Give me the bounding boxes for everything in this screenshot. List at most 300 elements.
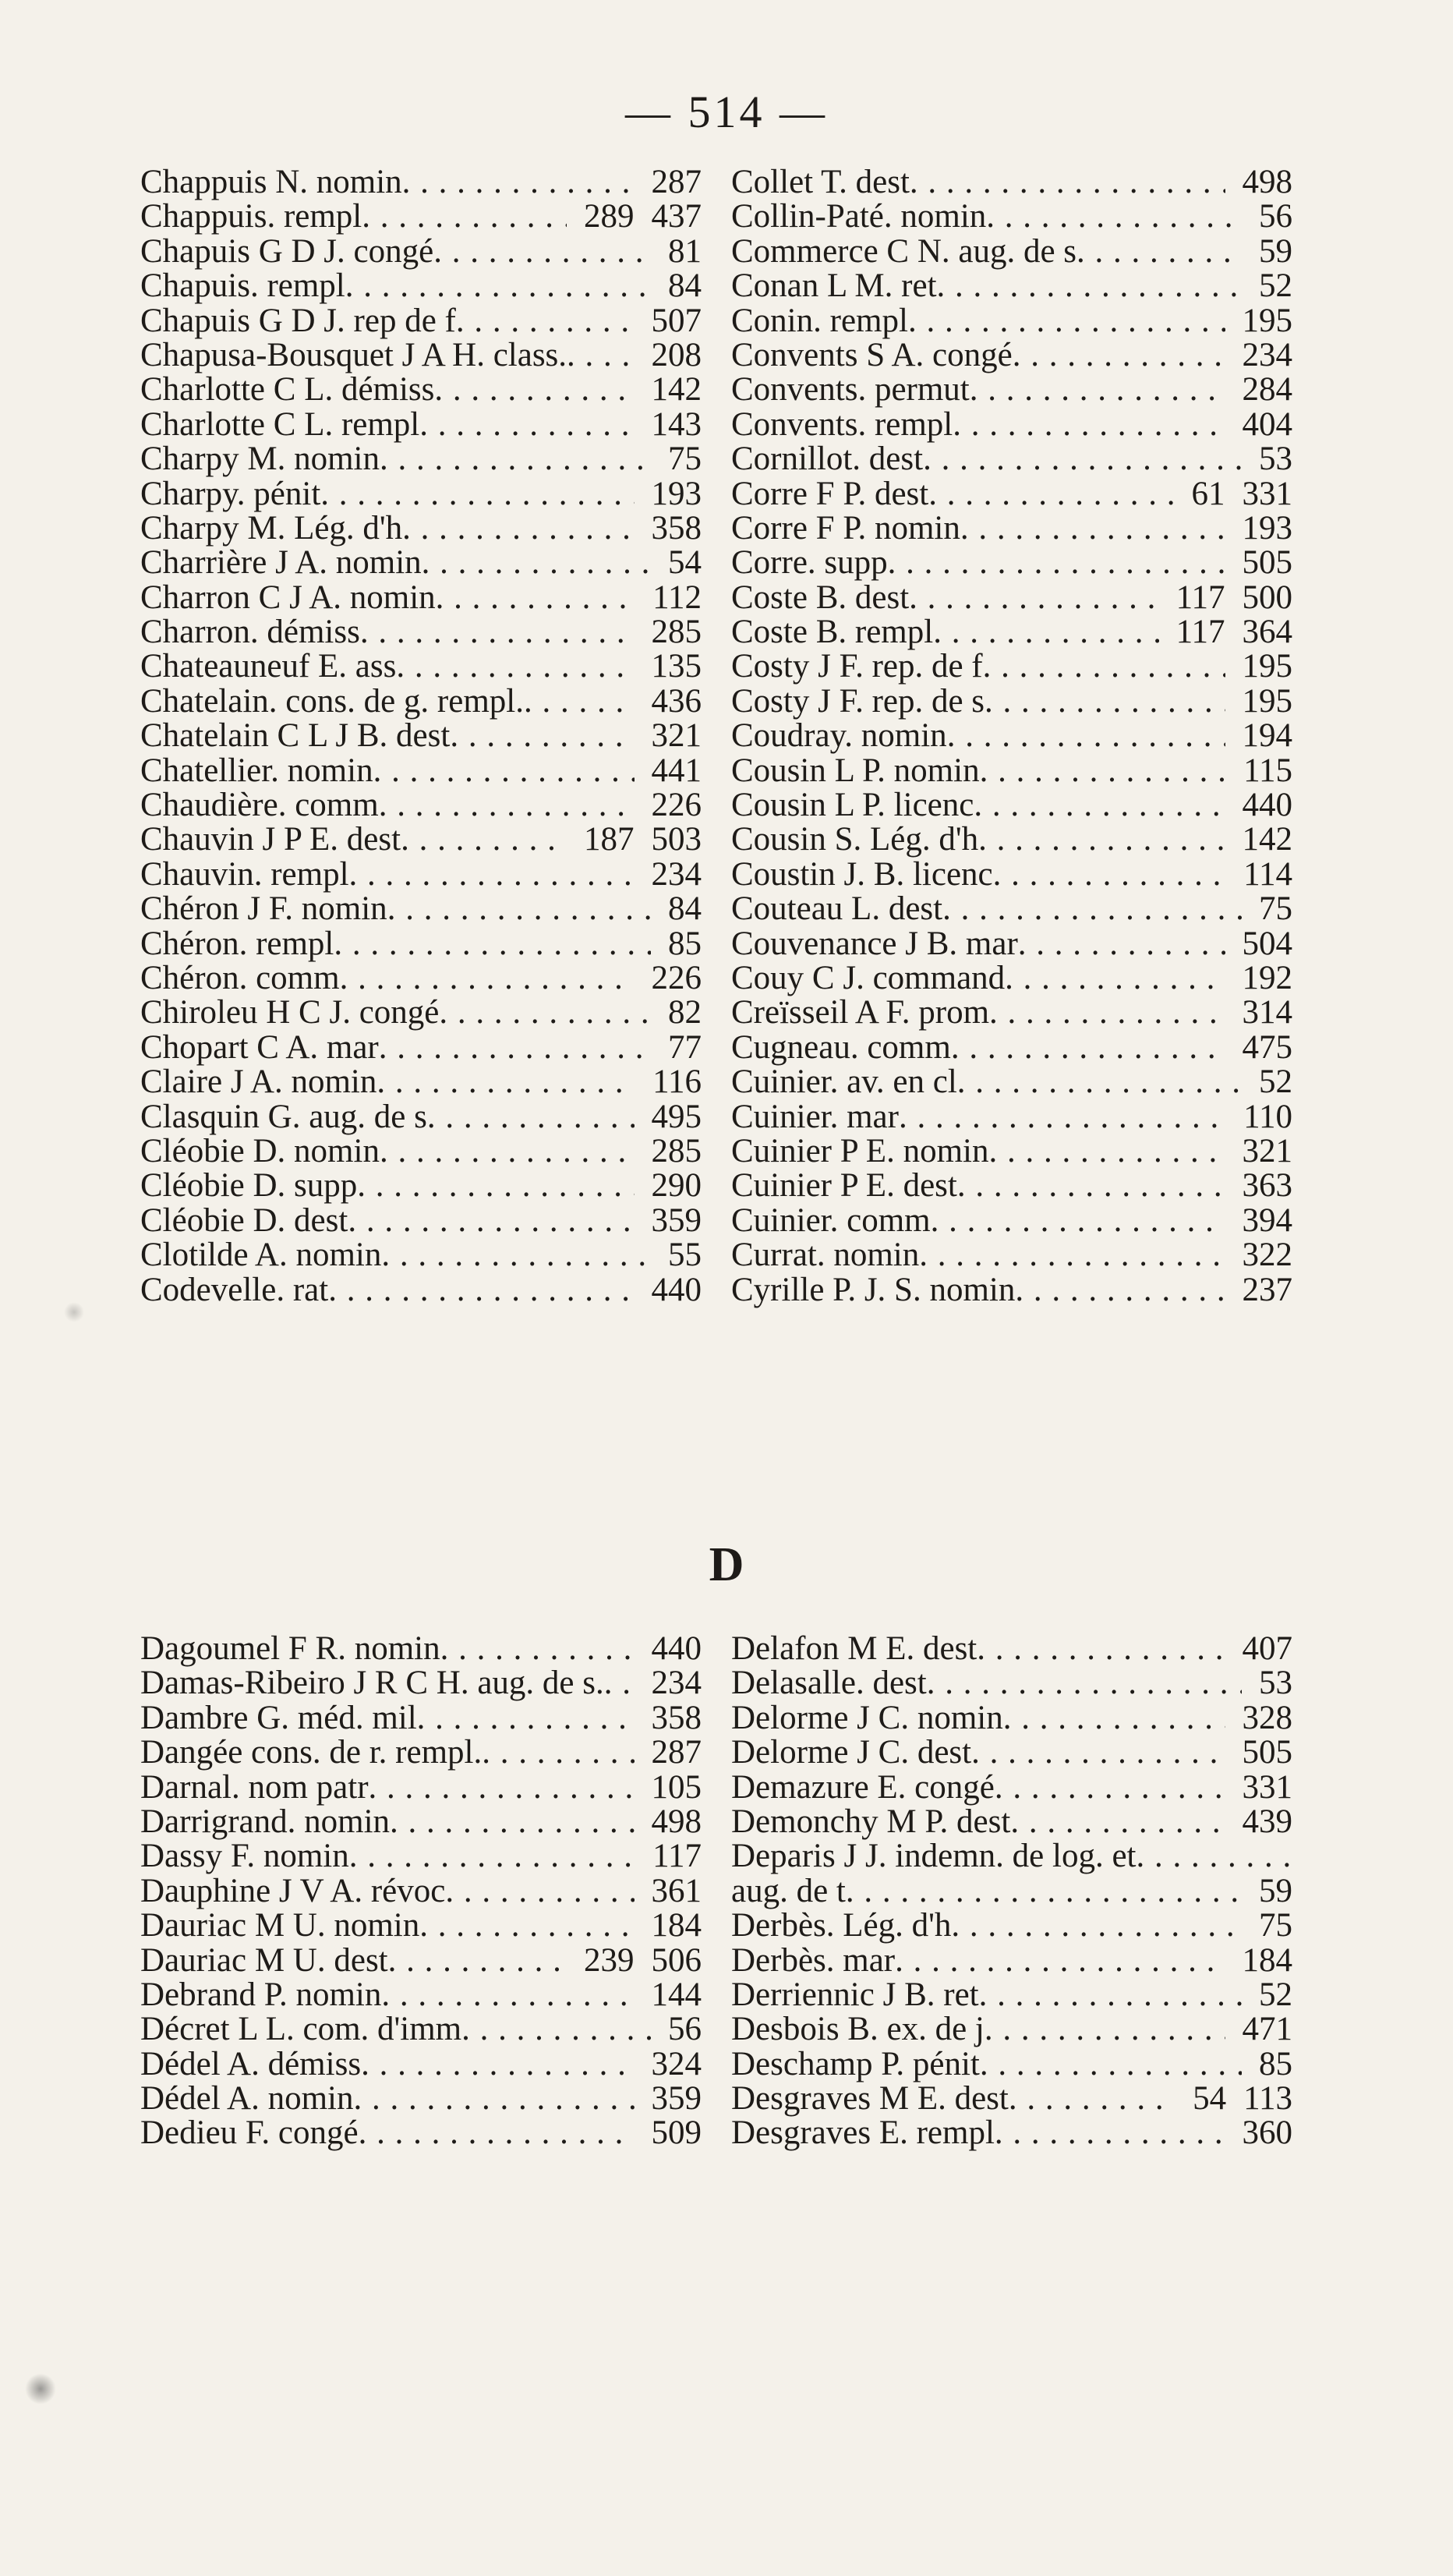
dot-leader: [340, 961, 635, 996]
entry-name: Dagoumel F R. nomin: [140, 1630, 440, 1667]
index-entry: [731, 719, 1292, 753]
entry-name: Cousin L P. licenc: [731, 787, 974, 824]
index-entry: [140, 1701, 702, 1736]
dot-leader: [373, 754, 635, 788]
index-entry: [731, 961, 1292, 996]
page-reference: 498: [1242, 164, 1292, 200]
entry-pages: [651, 1028, 702, 1066]
entry-pages: [635, 304, 702, 338]
entry-name: Dedieu F. congé: [140, 2114, 359, 2152]
entry-pages: [1225, 373, 1293, 407]
entry-name: Charpy. pénit: [140, 475, 321, 512]
dot-leader: [985, 685, 1225, 719]
index-entry: [731, 1874, 1292, 1909]
dot-leader: [377, 1065, 635, 1099]
dot-leader: [417, 1701, 635, 1736]
entry-name: Coste B. rempl: [731, 614, 934, 651]
index-entry: [140, 1100, 702, 1134]
entry-name: Cousin L P. nomin: [731, 752, 980, 789]
index-entry: [731, 649, 1292, 684]
ink-smudge: [25, 2373, 56, 2404]
page-reference: 184: [1242, 1941, 1292, 1979]
entry-name: Chapuis G D J. congé: [140, 232, 434, 270]
page-reference: 143: [651, 405, 702, 443]
page-reference: 324: [651, 2045, 702, 2082]
page-reference: 287: [651, 164, 702, 200]
entry-pages: [567, 200, 702, 234]
index-entry: [140, 1941, 702, 1979]
entry-name: Costy J F. rep. de s: [731, 682, 985, 720]
entry-pages: [635, 1805, 702, 1839]
entry-name: Chauvin J P E. dest: [140, 821, 401, 858]
entry-pages: [635, 615, 702, 649]
page-reference: 75: [1259, 890, 1292, 928]
dot-leader: [899, 1100, 1226, 1134]
page-reference: 52: [1259, 1063, 1292, 1101]
entry-name: Charlotte C L. rempl: [140, 405, 420, 443]
index-entry: [140, 927, 702, 961]
index-entry: [140, 1273, 702, 1307]
entry-name: Coustin J. B. licenc: [731, 855, 993, 893]
page-reference: 504: [1242, 925, 1292, 962]
index-entry: [140, 338, 702, 373]
page-reference: 195: [1242, 682, 1292, 720]
page-reference: 226: [651, 787, 702, 824]
entry-pages: [1226, 855, 1292, 893]
page-reference: 192: [1242, 959, 1292, 996]
entry-name: Coste B. dest: [731, 579, 910, 616]
index-entry: [140, 1169, 702, 1203]
entry-name: Currat. nomin: [731, 1237, 920, 1274]
index-entry: [140, 1805, 702, 1839]
index-entry: [140, 961, 702, 996]
page-reference: 322: [1242, 1237, 1292, 1274]
entry-name: Charpy M. nomin: [140, 441, 380, 478]
entry-name: Demazure E. congé: [731, 1768, 995, 1806]
index-entry: [731, 1839, 1292, 1874]
entry-name: Charrière J A. nomin: [140, 544, 422, 582]
entry-name: Desgraves M E. dest: [731, 2080, 1009, 2118]
index-entry: [731, 788, 1292, 823]
dot-leader: [387, 892, 651, 926]
page-reference: 471: [1242, 2011, 1292, 2048]
dot-leader: [942, 892, 1242, 926]
entry-name: Charpy M. Lég. d'h: [140, 509, 403, 547]
dot-leader: [422, 546, 651, 580]
entry-pages: [651, 269, 702, 303]
entry-pages: [1242, 232, 1292, 270]
entry-name: Convents S A. congé: [731, 336, 1013, 373]
index-entry: [731, 1909, 1292, 1943]
dot-leader: [436, 581, 635, 615]
page-reference: 234: [651, 1665, 702, 1702]
entry-pages: [1225, 304, 1293, 338]
index-entry: [140, 405, 702, 443]
dot-leader: [380, 442, 651, 476]
index-entry: [731, 546, 1292, 580]
entry-pages: [1225, 927, 1293, 961]
page-reference: 144: [651, 1976, 702, 2013]
dot-leader: [381, 1978, 634, 2012]
dot-leader: [345, 269, 651, 303]
entry-name: Cousin S. Lég. d'h: [731, 821, 979, 858]
index-entry: [731, 165, 1292, 200]
page-reference: 509: [651, 2114, 702, 2152]
dot-leader: [604, 1666, 635, 1700]
page-reference: 321: [1242, 1132, 1292, 1169]
dot-leader: [983, 649, 1225, 684]
entry-name: Décret L L. com. d'imm: [140, 2011, 462, 2048]
entry-name: Chatelain. cons. de g. rempl.: [140, 682, 524, 720]
page-reference: 290: [651, 1167, 702, 1205]
entry-name: Deparis J J. indemn. de log. et: [731, 1838, 1137, 1875]
entry-name: Chauvin. rempl: [140, 855, 349, 893]
page-reference: 507: [651, 302, 702, 339]
entry-pages: [635, 1978, 702, 2012]
entry-name: Derbès. mar: [731, 1941, 896, 1979]
entry-name: Debrand P. nomin: [140, 1976, 382, 2013]
dot-leader: [993, 858, 1226, 892]
entry-name: Corre. supp: [731, 544, 888, 582]
entry-pages: [1225, 1736, 1293, 1770]
entry-name: Chapusa-Bousquet J A H. class.: [140, 336, 567, 373]
entry-pages: [651, 927, 702, 961]
page-reference: 440: [1242, 787, 1292, 824]
entry-name: Chatelain C L J B. dest: [140, 717, 451, 755]
entry-pages: [1225, 338, 1293, 373]
entry-name: Delafon M E. dest: [731, 1630, 978, 1667]
entry-pages: [635, 855, 702, 893]
dot-leader: [388, 1944, 567, 1978]
entry-name: Desgraves E. rempl: [731, 2114, 995, 2152]
section-heading-d: D: [709, 1538, 744, 1591]
page-reference: 84: [668, 267, 702, 305]
entry-name: Chateauneuf E. ass: [140, 648, 397, 685]
dot-leader: [1018, 927, 1225, 961]
dot-leader: [320, 477, 634, 511]
entry-name: Darnal. nom patr: [140, 1768, 369, 1806]
page-reference: 506: [651, 1941, 702, 1979]
page-reference: 289: [584, 198, 635, 235]
entry-name: Cuinier. mar: [731, 1098, 899, 1135]
dot-leader: [456, 304, 635, 338]
dot-leader: [995, 2116, 1225, 2150]
entry-pages: [1225, 719, 1293, 753]
page-reference: 436: [651, 682, 702, 720]
page-reference: 440: [651, 1630, 702, 1667]
page-reference: 359: [651, 2080, 702, 2118]
page-reference: 195: [1242, 302, 1292, 339]
index-entry: [140, 649, 702, 684]
index-entry: [731, 1100, 1292, 1134]
entry-pages: [1225, 1632, 1293, 1666]
page-reference: 110: [1243, 1098, 1292, 1135]
index-entry: [140, 1978, 702, 2012]
dot-leader: [1009, 2082, 1175, 2116]
index-column-right: [731, 1632, 1292, 2151]
page-reference: 55: [668, 1237, 702, 1274]
dot-leader: [419, 1909, 634, 1943]
entry-name: Chéron J F. nomin: [140, 890, 387, 928]
entry-name: Collet T. dest: [731, 164, 910, 200]
dot-leader: [567, 338, 634, 373]
dot-leader: [396, 649, 634, 684]
index-column-right: [731, 165, 1292, 1307]
entry-name: Charron C J A. nomin: [140, 579, 436, 616]
dot-leader: [369, 1771, 635, 1805]
dot-leader: [379, 1031, 651, 1065]
index-entry: [731, 892, 1292, 926]
dot-leader: [957, 1065, 1242, 1099]
entry-pages: [1225, 823, 1293, 857]
entry-pages: [1226, 1100, 1292, 1134]
page-reference: 441: [651, 752, 702, 789]
entry-name: Claire J A. nomin: [140, 1063, 377, 1101]
index-entry: [731, 1632, 1292, 1666]
index-entry: [731, 269, 1292, 303]
page-reference: 135: [651, 648, 702, 685]
page-reference: 52: [1259, 1976, 1292, 2013]
page-number: — 514 —: [625, 87, 828, 137]
dot-leader: [328, 1273, 634, 1307]
index-entry: [140, 442, 702, 476]
dot-leader: [445, 1874, 634, 1909]
dot-leader: [380, 1134, 635, 1169]
index-entry: [731, 1238, 1292, 1272]
entry-pages: [1225, 1768, 1293, 1806]
page-reference: 85: [1259, 2045, 1292, 2082]
dot-leader: [1013, 338, 1225, 373]
dot-leader: [846, 1874, 1242, 1909]
entry-pages: [1225, 961, 1293, 996]
entry-name: Corre F P. nomin: [731, 509, 960, 547]
entry-pages: [1225, 996, 1293, 1030]
entry-pages: [1225, 1028, 1293, 1066]
dot-leader: [995, 1771, 1225, 1805]
dot-leader: [359, 2116, 635, 2150]
page-reference: 358: [651, 1699, 702, 1736]
dot-leader: [1003, 1701, 1225, 1736]
page-reference: 85: [668, 925, 702, 962]
index-entry: [140, 1238, 702, 1272]
entry-pages: [635, 719, 702, 753]
entry-pages: [1242, 2047, 1292, 2082]
page-reference: 113: [1243, 2080, 1292, 2118]
page-reference: 234: [651, 855, 702, 893]
page-reference: 331: [1242, 475, 1292, 512]
index-entry: [140, 1201, 702, 1239]
entry-name: Chapuis G D J. rep de f: [140, 302, 456, 339]
entry-name: Couy C J. command: [731, 959, 1006, 996]
index-column-left: [140, 1632, 702, 2151]
entry-name: Couvenance J B. mar: [731, 925, 1018, 962]
dot-leader: [362, 200, 567, 234]
index-entry: [140, 2082, 702, 2116]
index-entry: [140, 823, 702, 857]
dot-leader: [482, 1736, 634, 1770]
dot-leader: [919, 1238, 1225, 1272]
entry-pages: [635, 788, 702, 823]
entry-name: Cuinier. comm: [731, 1201, 931, 1239]
entry-pages: [651, 892, 702, 926]
page-reference: 82: [668, 994, 702, 1031]
dot-leader: [402, 511, 634, 546]
dot-leader: [440, 1632, 635, 1666]
entry-name: Corre F P. dest: [731, 475, 929, 512]
dot-leader: [524, 685, 635, 719]
dot-leader: [349, 1839, 635, 1874]
index-entry: [140, 788, 702, 823]
page-reference: 234: [1242, 336, 1292, 373]
dot-leader: [1076, 235, 1242, 269]
entry-name: Cléobie D. nomin: [140, 1132, 380, 1169]
index-entry: [731, 1978, 1292, 2012]
entry-name: Chéron. comm: [140, 959, 340, 996]
entry-pages: [1225, 1701, 1293, 1736]
dot-leader: [402, 165, 635, 200]
entry-pages: [1225, 546, 1293, 580]
entry-pages: [635, 649, 702, 684]
index-entry: [731, 581, 1292, 615]
page-reference: 285: [651, 614, 702, 651]
page-reference: 117: [652, 1838, 702, 1875]
page-reference: 363: [1242, 1167, 1292, 1205]
dot-leader: [895, 1944, 1225, 1978]
entry-name: Coudray. nomin: [731, 717, 947, 755]
entry-name: Chopart C A. mar: [140, 1028, 379, 1066]
page-reference: 361: [651, 1872, 702, 1909]
page-reference: 54: [668, 544, 702, 582]
page-reference: 184: [651, 1907, 702, 1944]
entry-pages: [635, 1736, 702, 1770]
page-reference: 116: [652, 1063, 702, 1101]
page-reference: 54: [1193, 2080, 1227, 2118]
page-reference: 407: [1242, 1630, 1292, 1667]
dot-leader: [957, 1169, 1225, 1203]
entry-name: Chappuis. rempl: [140, 198, 362, 235]
entry-pages: [635, 405, 702, 443]
entry-name: Costy J F. rep. de f: [731, 648, 983, 685]
page-reference: 56: [1259, 198, 1292, 235]
entry-pages: [635, 754, 702, 788]
entry-pages: [635, 1065, 702, 1099]
index-entry: [140, 232, 702, 270]
page-reference: 285: [651, 1132, 702, 1169]
dot-leader: [951, 1909, 1242, 1943]
dot-leader: [931, 1204, 1225, 1238]
page-reference: 226: [651, 959, 702, 996]
entry-name: Conan L M. ret: [731, 267, 937, 305]
entry-name: Dauphine J V A. révoc: [140, 1872, 446, 1909]
page-reference: 439: [1242, 1803, 1292, 1840]
entry-pages: [651, 232, 702, 270]
page-reference: 194: [1242, 717, 1292, 755]
entry-pages: [635, 581, 702, 615]
dot-leader: [960, 511, 1225, 546]
entry-name: Chatellier. nomin: [140, 752, 373, 789]
entry-pages: [651, 2012, 702, 2047]
dot-leader: [928, 477, 1174, 511]
page-reference: 287: [651, 1734, 702, 1771]
page-reference: 500: [1242, 579, 1292, 616]
entry-pages: [1242, 1909, 1292, 1943]
page-reference: 193: [1242, 509, 1292, 547]
entry-name: Deschamp P. pénit: [731, 2045, 980, 2082]
entry-pages: [1242, 269, 1292, 303]
entry-name: Chaudière. comm: [140, 787, 379, 824]
entry-pages: [635, 477, 702, 511]
entry-pages: [1225, 1169, 1293, 1203]
index-entry: [731, 615, 1292, 649]
page-reference: 117: [1175, 579, 1225, 616]
page-reference: 105: [651, 1768, 702, 1806]
entry-pages: [635, 1839, 702, 1874]
entry-pages: [1225, 405, 1293, 443]
entry-name: Convents. rempl: [731, 405, 953, 443]
entry-pages: [635, 1874, 702, 1909]
entry-name: Chappuis N. nomin: [140, 164, 402, 200]
dot-leader: [1015, 1273, 1225, 1307]
page-reference: 75: [1259, 1907, 1292, 1944]
entry-pages: [1242, 1065, 1292, 1099]
index-entry: [140, 682, 702, 720]
entry-name: Cuinier P E. nomin: [731, 1132, 989, 1169]
page-reference: 505: [1242, 1734, 1292, 1771]
entry-name: Codevelle. rat: [140, 1271, 329, 1308]
entry-pages: [635, 961, 702, 996]
page-reference: 61: [1191, 475, 1225, 512]
index-entry: [140, 1736, 702, 1770]
entry-name: Chapuis. rempl: [140, 267, 345, 305]
entry-name: Conin. rempl: [731, 302, 908, 339]
entry-pages: [1242, 892, 1292, 926]
entry-pages: [1226, 754, 1292, 788]
entry-pages: [635, 2047, 702, 2082]
entry-pages: [1225, 1238, 1293, 1272]
index-entry: [140, 304, 702, 338]
dot-leader: [937, 269, 1242, 303]
dot-leader: [888, 546, 1225, 580]
index-entry: [731, 754, 1292, 788]
index-entry: [140, 2116, 702, 2150]
page-reference: 239: [584, 1941, 635, 1979]
index-column-left: [140, 165, 702, 1307]
index-entry: [731, 823, 1292, 857]
entry-name: Cyrille P. J. S. nomin: [731, 1271, 1016, 1308]
entry-name: Dauriac M U. dest: [140, 1941, 388, 1979]
entry-pages: [1225, 1273, 1293, 1307]
page-reference: 75: [668, 441, 702, 478]
dot-leader: [401, 823, 567, 857]
entry-name: Chiroleu H C J. congé: [140, 994, 440, 1031]
dot-leader: [909, 581, 1158, 615]
page-reference: 321: [651, 717, 702, 755]
page-reference: 404: [1242, 405, 1292, 443]
entry-pages: [1242, 1666, 1292, 1700]
entry-name: Collin-Paté. nomin: [731, 198, 987, 235]
index-entry: [140, 1028, 702, 1066]
index-entry: [140, 1874, 702, 1909]
dot-leader: [348, 1204, 634, 1238]
page-reference: 475: [1242, 1028, 1292, 1066]
entry-name: Commerce C N. aug. de s: [731, 232, 1077, 270]
entry-pages: [635, 1701, 702, 1736]
index-entry: [731, 1736, 1292, 1770]
dot-leader: [988, 1134, 1225, 1169]
page-reference: 142: [651, 371, 702, 409]
page-reference: 358: [651, 509, 702, 547]
entry-pages: [1225, 511, 1293, 546]
